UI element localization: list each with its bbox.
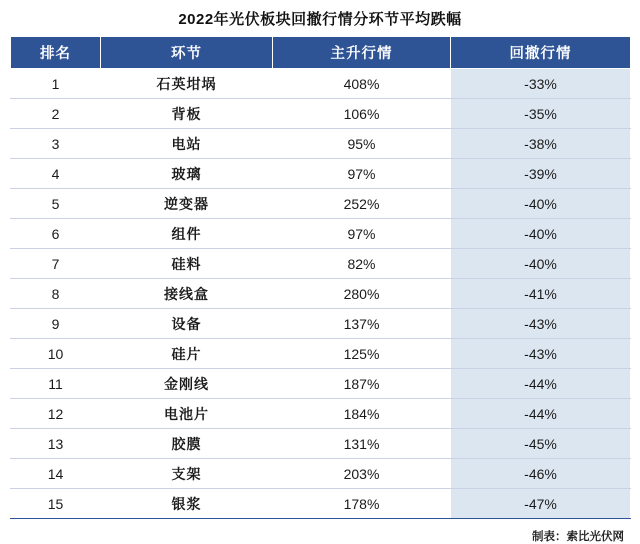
cell-drawdown: -44%: [451, 399, 631, 429]
cell-segment: 石英坩埚: [101, 69, 273, 99]
cell-segment: 逆变器: [101, 189, 273, 219]
cell-drawdown: -40%: [451, 219, 631, 249]
cell-segment: 胶膜: [101, 429, 273, 459]
column-header-uptrend: 主升行情: [273, 37, 451, 69]
cell-rank: 9: [11, 309, 101, 339]
cell-drawdown: -46%: [451, 459, 631, 489]
cell-rank: 15: [11, 489, 101, 519]
table-row: [11, 309, 631, 339]
column-header-rank: 排名: [11, 37, 101, 69]
cell-uptrend: 82%: [273, 249, 451, 279]
cell-rank: 12: [11, 399, 101, 429]
source-credit: 制表：索比光伏网: [532, 531, 624, 543]
cell-rank: 8: [11, 279, 101, 309]
cell-drawdown: -39%: [451, 159, 631, 189]
cell-uptrend: 131%: [273, 429, 451, 459]
cell-uptrend: 280%: [273, 279, 451, 309]
table-row: [11, 219, 631, 249]
table-row: [11, 249, 631, 279]
cell-drawdown: -40%: [451, 249, 631, 279]
table-row: [11, 429, 631, 459]
table-row: [11, 489, 631, 519]
cell-segment: 银浆: [101, 489, 273, 519]
cell-drawdown: -41%: [451, 279, 631, 309]
cell-rank: 10: [11, 339, 101, 369]
cell-uptrend: 106%: [273, 99, 451, 129]
cell-drawdown: -40%: [451, 189, 631, 219]
cell-segment: 电池片: [101, 399, 273, 429]
table-row: [11, 459, 631, 489]
table-body: [11, 69, 631, 519]
cell-uptrend: 184%: [273, 399, 451, 429]
table-row: [11, 399, 631, 429]
cell-uptrend: 408%: [273, 69, 451, 99]
cell-rank: 4: [11, 159, 101, 189]
column-header-segment: 环节: [101, 37, 273, 69]
cell-uptrend: 125%: [273, 339, 451, 369]
cell-segment: 电站: [101, 129, 273, 159]
cell-rank: 7: [11, 249, 101, 279]
cell-drawdown: -38%: [451, 129, 631, 159]
cell-uptrend: 252%: [273, 189, 451, 219]
cell-uptrend: 137%: [273, 309, 451, 339]
cell-rank: 6: [11, 219, 101, 249]
cell-segment: 组件: [101, 219, 273, 249]
cell-rank: 14: [11, 459, 101, 489]
cell-uptrend: 203%: [273, 459, 451, 489]
table-row: [11, 369, 631, 399]
cell-drawdown: -43%: [451, 339, 631, 369]
cell-segment: 支架: [101, 459, 273, 489]
cell-uptrend: 97%: [273, 159, 451, 189]
cell-rank: 1: [11, 69, 101, 99]
cell-rank: 11: [11, 369, 101, 399]
cell-segment: 金刚线: [101, 369, 273, 399]
table-row: [11, 99, 631, 129]
cell-segment: 背板: [101, 99, 273, 129]
cell-uptrend: 97%: [273, 219, 451, 249]
cell-drawdown: -47%: [451, 489, 631, 519]
cell-segment: 设备: [101, 309, 273, 339]
cell-segment: 接线盒: [101, 279, 273, 309]
table-row: [11, 339, 631, 369]
table-row: [11, 69, 631, 99]
cell-drawdown: -44%: [451, 369, 631, 399]
page-title: 2022年光伏板块回撤行情分环节平均跌幅: [178, 11, 462, 28]
cell-rank: 13: [11, 429, 101, 459]
column-header-drawdown: 回撤行情: [451, 37, 631, 69]
cell-drawdown: -35%: [451, 99, 631, 129]
table-row: [11, 279, 631, 309]
cell-segment: 硅片: [101, 339, 273, 369]
cell-rank: 2: [11, 99, 101, 129]
table-row: [11, 159, 631, 189]
cell-drawdown: -43%: [451, 309, 631, 339]
cell-drawdown: -45%: [451, 429, 631, 459]
cell-rank: 5: [11, 189, 101, 219]
cell-uptrend: 178%: [273, 489, 451, 519]
table-row: [11, 189, 631, 219]
table-header: [11, 37, 631, 69]
cell-segment: 玻璃: [101, 159, 273, 189]
table-row: [11, 129, 631, 159]
data-table: [10, 36, 631, 519]
cell-segment: 硅料: [101, 249, 273, 279]
cell-uptrend: 187%: [273, 369, 451, 399]
cell-drawdown: -33%: [451, 69, 631, 99]
cell-rank: 3: [11, 129, 101, 159]
cell-uptrend: 95%: [273, 129, 451, 159]
table-header-row: [11, 37, 631, 69]
